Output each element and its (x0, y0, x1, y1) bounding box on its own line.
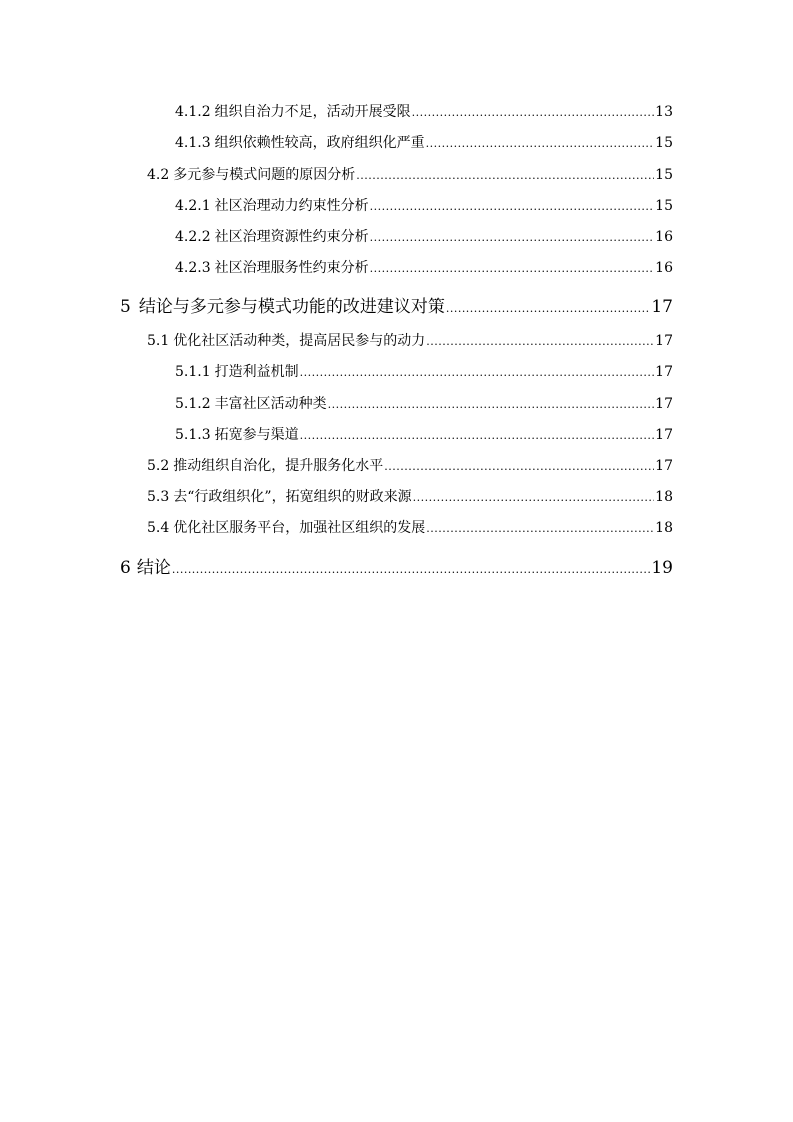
dot-leader (172, 563, 651, 576)
toc-entry[interactable] (147, 330, 673, 350)
toc-entry[interactable] (120, 292, 673, 317)
dot-leader (300, 429, 655, 442)
toc-entry-page: 15 (655, 167, 673, 183)
toc-entry-number: 4.2.3 (175, 260, 211, 276)
toc-entry-title: 结论与多元参与模式功能的改进建议对策 (138, 297, 445, 317)
toc-entry[interactable] (120, 553, 673, 578)
toc-entry-page: 19 (651, 558, 673, 578)
dot-leader (356, 169, 654, 182)
toc-entry-title: 去“行政组织化”，拓宽组织的财政来源 (173, 489, 412, 505)
toc-entry-page: 13 (655, 104, 673, 120)
toc-entry-title: 社区治理服务性约束分析 (214, 260, 369, 276)
toc-entry-number: 4.2.2 (175, 229, 211, 245)
toc-entry[interactable] (175, 226, 673, 246)
toc-entry[interactable] (147, 517, 673, 537)
toc-entry-page: 18 (655, 520, 673, 536)
toc-entry[interactable] (147, 486, 673, 506)
toc-entry-page: 16 (655, 229, 673, 245)
toc-entry-title: 丰富社区活动种类 (214, 396, 327, 412)
toc-entry[interactable] (175, 393, 673, 413)
toc-entry-title: 组织自治力不足，活动开展受限 (214, 104, 411, 120)
toc-entry-title: 拓宽参与渠道 (214, 427, 299, 443)
toc-entry[interactable] (147, 455, 673, 475)
toc-entry-page: 16 (655, 260, 673, 276)
toc-entry-title: 优化社区服务平台，加强社区组织的发展 (173, 520, 426, 536)
toc-entry[interactable] (175, 132, 673, 152)
toc-entry[interactable] (175, 257, 673, 277)
dot-leader (384, 460, 654, 473)
toc-entry-number: 5 (120, 297, 131, 317)
toc-entry-page: 17 (651, 297, 673, 317)
toc-entry-title: 打造利益机制 (214, 364, 299, 380)
toc-entry-number: 5.1.1 (175, 364, 211, 380)
toc-entry-number: 5.4 (147, 520, 170, 536)
toc-entry[interactable] (175, 101, 673, 121)
toc-entry-number: 4.1.3 (175, 135, 211, 151)
dot-leader (370, 262, 655, 275)
toc-entry[interactable] (175, 424, 673, 444)
toc-entry[interactable] (175, 195, 673, 215)
toc-entry-title: 优化社区活动种类，提高居民参与的动力 (173, 333, 426, 349)
dot-leader (370, 200, 655, 213)
toc-entry-page: 17 (655, 333, 673, 349)
toc-entry-page: 18 (655, 489, 673, 505)
dot-leader (412, 106, 655, 119)
toc-entry-number: 4.2.1 (175, 198, 211, 214)
toc-entry-title: 社区治理动力约束性分析 (214, 198, 369, 214)
toc-entry-page: 17 (655, 396, 673, 412)
toc-entry-page: 17 (655, 427, 673, 443)
toc-entry-number: 4.1.2 (175, 104, 211, 120)
toc-entry-title: 推动组织自治化，提升服务化水平 (173, 458, 384, 474)
dot-leader (300, 366, 655, 379)
toc-entry-number: 6 (120, 558, 131, 578)
toc-entry-number: 5.1 (147, 333, 170, 349)
toc-entry-title: 社区治理资源性约束分析 (214, 229, 369, 245)
toc-entry-page: 15 (655, 198, 673, 214)
toc-entry[interactable] (147, 164, 673, 184)
toc-entry-page: 15 (655, 135, 673, 151)
toc-entry-number: 5.1.3 (175, 427, 211, 443)
toc-entry-number: 4.2 (147, 167, 170, 183)
dot-leader (426, 335, 654, 348)
toc-entry-title: 多元参与模式问题的原因分析 (173, 167, 356, 183)
toc-entry[interactable] (175, 361, 673, 381)
dot-leader (446, 302, 651, 315)
toc-entry-number: 5.2 (147, 458, 170, 474)
dot-leader (426, 522, 654, 535)
toc-entry-title: 组织依赖性较高，政府组织化严重 (214, 135, 425, 151)
dot-leader (413, 491, 655, 504)
toc-entry-page: 17 (655, 364, 673, 380)
dot-leader (426, 137, 655, 150)
toc-entry-title: 结论 (136, 558, 171, 578)
toc-entry-page: 17 (655, 458, 673, 474)
dot-leader (370, 231, 655, 244)
dot-leader (328, 398, 655, 411)
toc-entry-number: 5.1.2 (175, 396, 211, 412)
toc-entry-number: 5.3 (147, 489, 170, 505)
